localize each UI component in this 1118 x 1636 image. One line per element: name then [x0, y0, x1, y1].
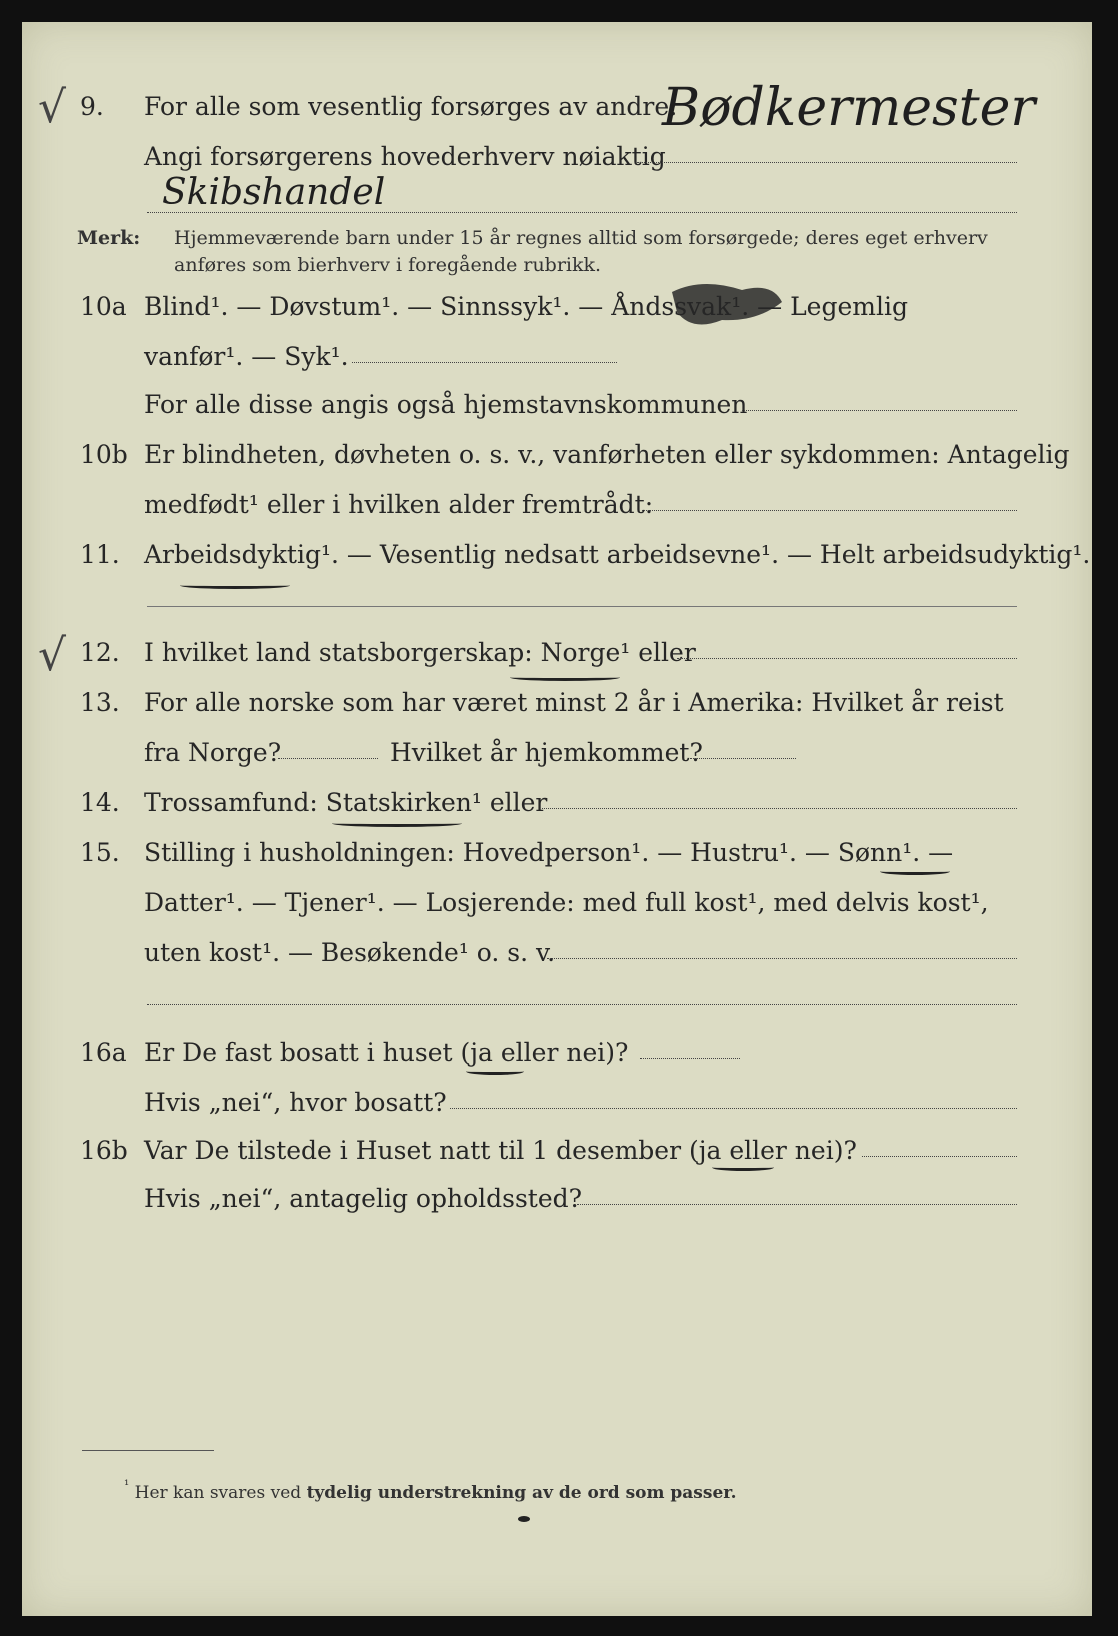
q9-handwritten-provider: Skibshandel — [162, 172, 386, 213]
q11-number: 11. — [80, 540, 120, 569]
underline-norge — [510, 674, 620, 681]
merk-line2: anføres som bierhverv i foregående rubrikk. — [174, 254, 602, 276]
q10a-number: 10a — [80, 292, 127, 321]
q16a-number: 16a — [80, 1038, 127, 1067]
q15-line2: Datter¹. — Tjener¹. — Losjerende: med full kost¹, med delvis kost¹, — [144, 888, 989, 917]
merk-line1: Hjemmeværende barn under 15 år regnes alltid som forsørgede; deres eget erhverv — [174, 227, 988, 249]
footnote-bold-text: tydelig understrekning av de ord som passer. — [306, 1483, 737, 1503]
q16b-number: 16b — [80, 1136, 128, 1165]
underline-sonn — [880, 868, 950, 875]
q16b-line2: Hvis „nei“, antagelig opholdssted? — [144, 1184, 583, 1213]
merk-label: Merk: — [77, 227, 141, 249]
footnote-rule — [82, 1450, 214, 1451]
q14-line1: Trossamfund: Statskirken¹ eller — [144, 788, 548, 817]
q9-number: 9. — [80, 92, 104, 121]
q10a-line1: Blind¹. — Døvstum¹. — Sinnssyk¹. — Åndssvak¹. — Legemlig — [144, 292, 908, 321]
q12-line1: I hvilket land statsborgerskap: Norge¹ eller — [144, 638, 696, 667]
q9-handwritten-occupation: Bødkermester — [662, 78, 1036, 138]
underline-ja-16b — [712, 1164, 774, 1171]
q11-line1: Arbeidsdyktig¹. — Vesentlig nedsatt arbeidsevne¹. — Helt arbeidsudyktig¹. — [144, 540, 1091, 569]
q9-line2: Angi forsørgerens hovederhverv nøiaktig — [144, 142, 666, 171]
underline-arbeidsdyktig — [180, 582, 290, 589]
q13-line2b: Hvilket år hjemkommet? — [390, 738, 703, 767]
q13-line2a: fra Norge? — [144, 738, 282, 767]
footnote — [124, 1478, 737, 1503]
checkmark-q9: √ — [38, 82, 67, 133]
q10a-line2: vanfør¹. — Syk¹. — [144, 342, 349, 371]
q15-number: 15. — [80, 838, 120, 867]
checkmark-q12: √ — [38, 630, 67, 681]
census-form-page — [22, 22, 1092, 1616]
underline-ja-16a — [466, 1068, 524, 1075]
q10a-line3: For alle disse angis også hjemstavnskommunen — [144, 390, 748, 419]
q15-line1: Stilling i husholdningen: Hovedperson¹. — Hustru¹. — Sønn¹. — — [144, 838, 954, 867]
q16b-line1: Var De tilstede i Huset natt til 1 desember (ja eller nei)? — [144, 1136, 857, 1165]
underline-statskirken — [332, 820, 462, 827]
footnote-mark: ¹ — [124, 1478, 130, 1493]
q10b-number: 10b — [80, 440, 128, 469]
q14-number: 14. — [80, 788, 120, 817]
q13-number: 13. — [80, 688, 120, 717]
q9-line1: For alle som vesentlig forsørges av andre: — [144, 92, 678, 121]
q10b-line2: medfødt¹ eller i hvilken alder fremtrådt: — [144, 490, 654, 519]
q10b-line1: Er blindheten, døvheten o. s. v., vanførheten eller sykdommen: Antagelig — [144, 440, 1070, 469]
q13-line1: For alle norske som har været minst 2 år i Amerika: Hvilket år reist — [144, 688, 1004, 717]
q16a-line2: Hvis „nei“, hvor bosatt? — [144, 1088, 447, 1117]
ink-dot — [518, 1516, 530, 1522]
q16a-line1: Er De fast bosatt i huset (ja eller nei)? — [144, 1038, 629, 1067]
footnote-text: Her kan svares ved — [134, 1483, 307, 1503]
q15-line3: uten kost¹. — Besøkende¹ o. s. v. — [144, 938, 556, 967]
q12-number: 12. — [80, 638, 120, 667]
